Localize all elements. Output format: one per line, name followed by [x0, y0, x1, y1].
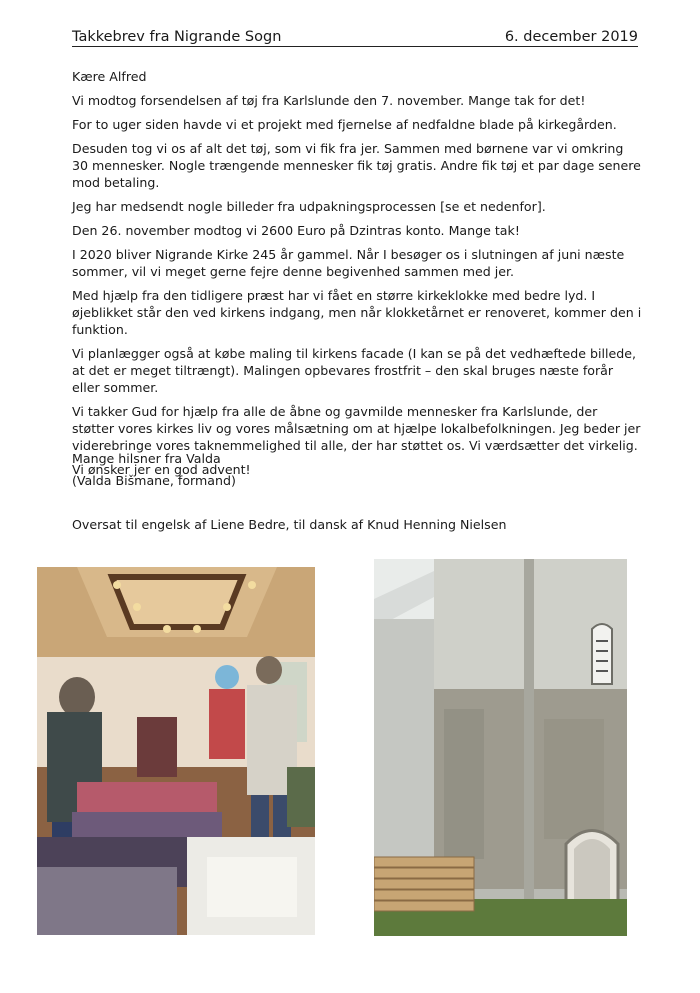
clothes-sorting-photo	[37, 567, 315, 935]
paragraph: Desuden tog vi os af alt det tøj, som vi fik fra jer. Sammen med børnene var vi omkring 30 mennesker. Nogle trængende mennesker fik tøj gratis. Andre fik tøj et par dage senere mod betaling.	[72, 141, 641, 190]
greeting: Kære Alfred	[72, 69, 147, 84]
closing: Mange hilsner fra Valda	[72, 451, 221, 466]
page-header	[72, 29, 638, 47]
paragraph: Den 26. november modtog vi 2600 Euro på Dzintras konto. Mange tak!	[72, 223, 520, 238]
paragraph: Vi planlægger også at købe maling til kirkens facade (I kan se på det vedhæftede billede, at det er meget tiltrængt). Malingen opbevares frostfrit – den skal bruges næste forår eller sommer.	[72, 346, 637, 395]
letter-date: 6. december 2019	[504, 29, 638, 45]
paragraph: Vi ønsker jer en god advent!	[72, 462, 251, 477]
paragraph: I 2020 bliver Nigrande Kirke 245 år gammel. Når I besøger os i slutningen af juni næste sommer, vil vi meget gerne fejre denne begivenhed sammen med jer.	[72, 247, 625, 279]
paragraph: Jeg har medsendt nogle billeder fra udpakningsprocessen [se et nedenfor].	[72, 199, 546, 214]
paragraph: Med hjælp fra den tidligere præst har vi fået en større kirkeklokke med bedre lyd. I øjeblikket står den ved kirkens indgang, men når klokketårnet er renoveret, kommer den i funktion.	[72, 288, 642, 337]
letter-title: Takkebrev fra Nigrande Sogn	[72, 29, 282, 45]
paragraph: Vi takker Gud for hjælp fra alle de åbne og gavmilde mennesker fra Karlslunde, der støtter vores kirkes liv og vores målsætning om at hjælpe lokalbefolkningen. Jeg beder jer viderebringe vores taknemmelighed til alle, der har støttet os. Vi værdsætter det virkelig.	[72, 404, 641, 453]
letter-body	[72, 68, 642, 485]
translation-note: Oversat til engelsk af Liene Bedre, til dansk af Knud Henning Nielsen	[72, 517, 507, 532]
signature: (Valda Bišmane, formand)	[72, 473, 236, 488]
church-tower-photo	[374, 559, 627, 936]
paragraph: Vi modtog forsendelsen af tøj fra Karlslunde den 7. november. Mange tak for det!	[72, 93, 586, 108]
paragraph: For to uger siden havde vi et projekt med fjernelse af nedfaldne blade på kirkegården.	[72, 117, 617, 132]
